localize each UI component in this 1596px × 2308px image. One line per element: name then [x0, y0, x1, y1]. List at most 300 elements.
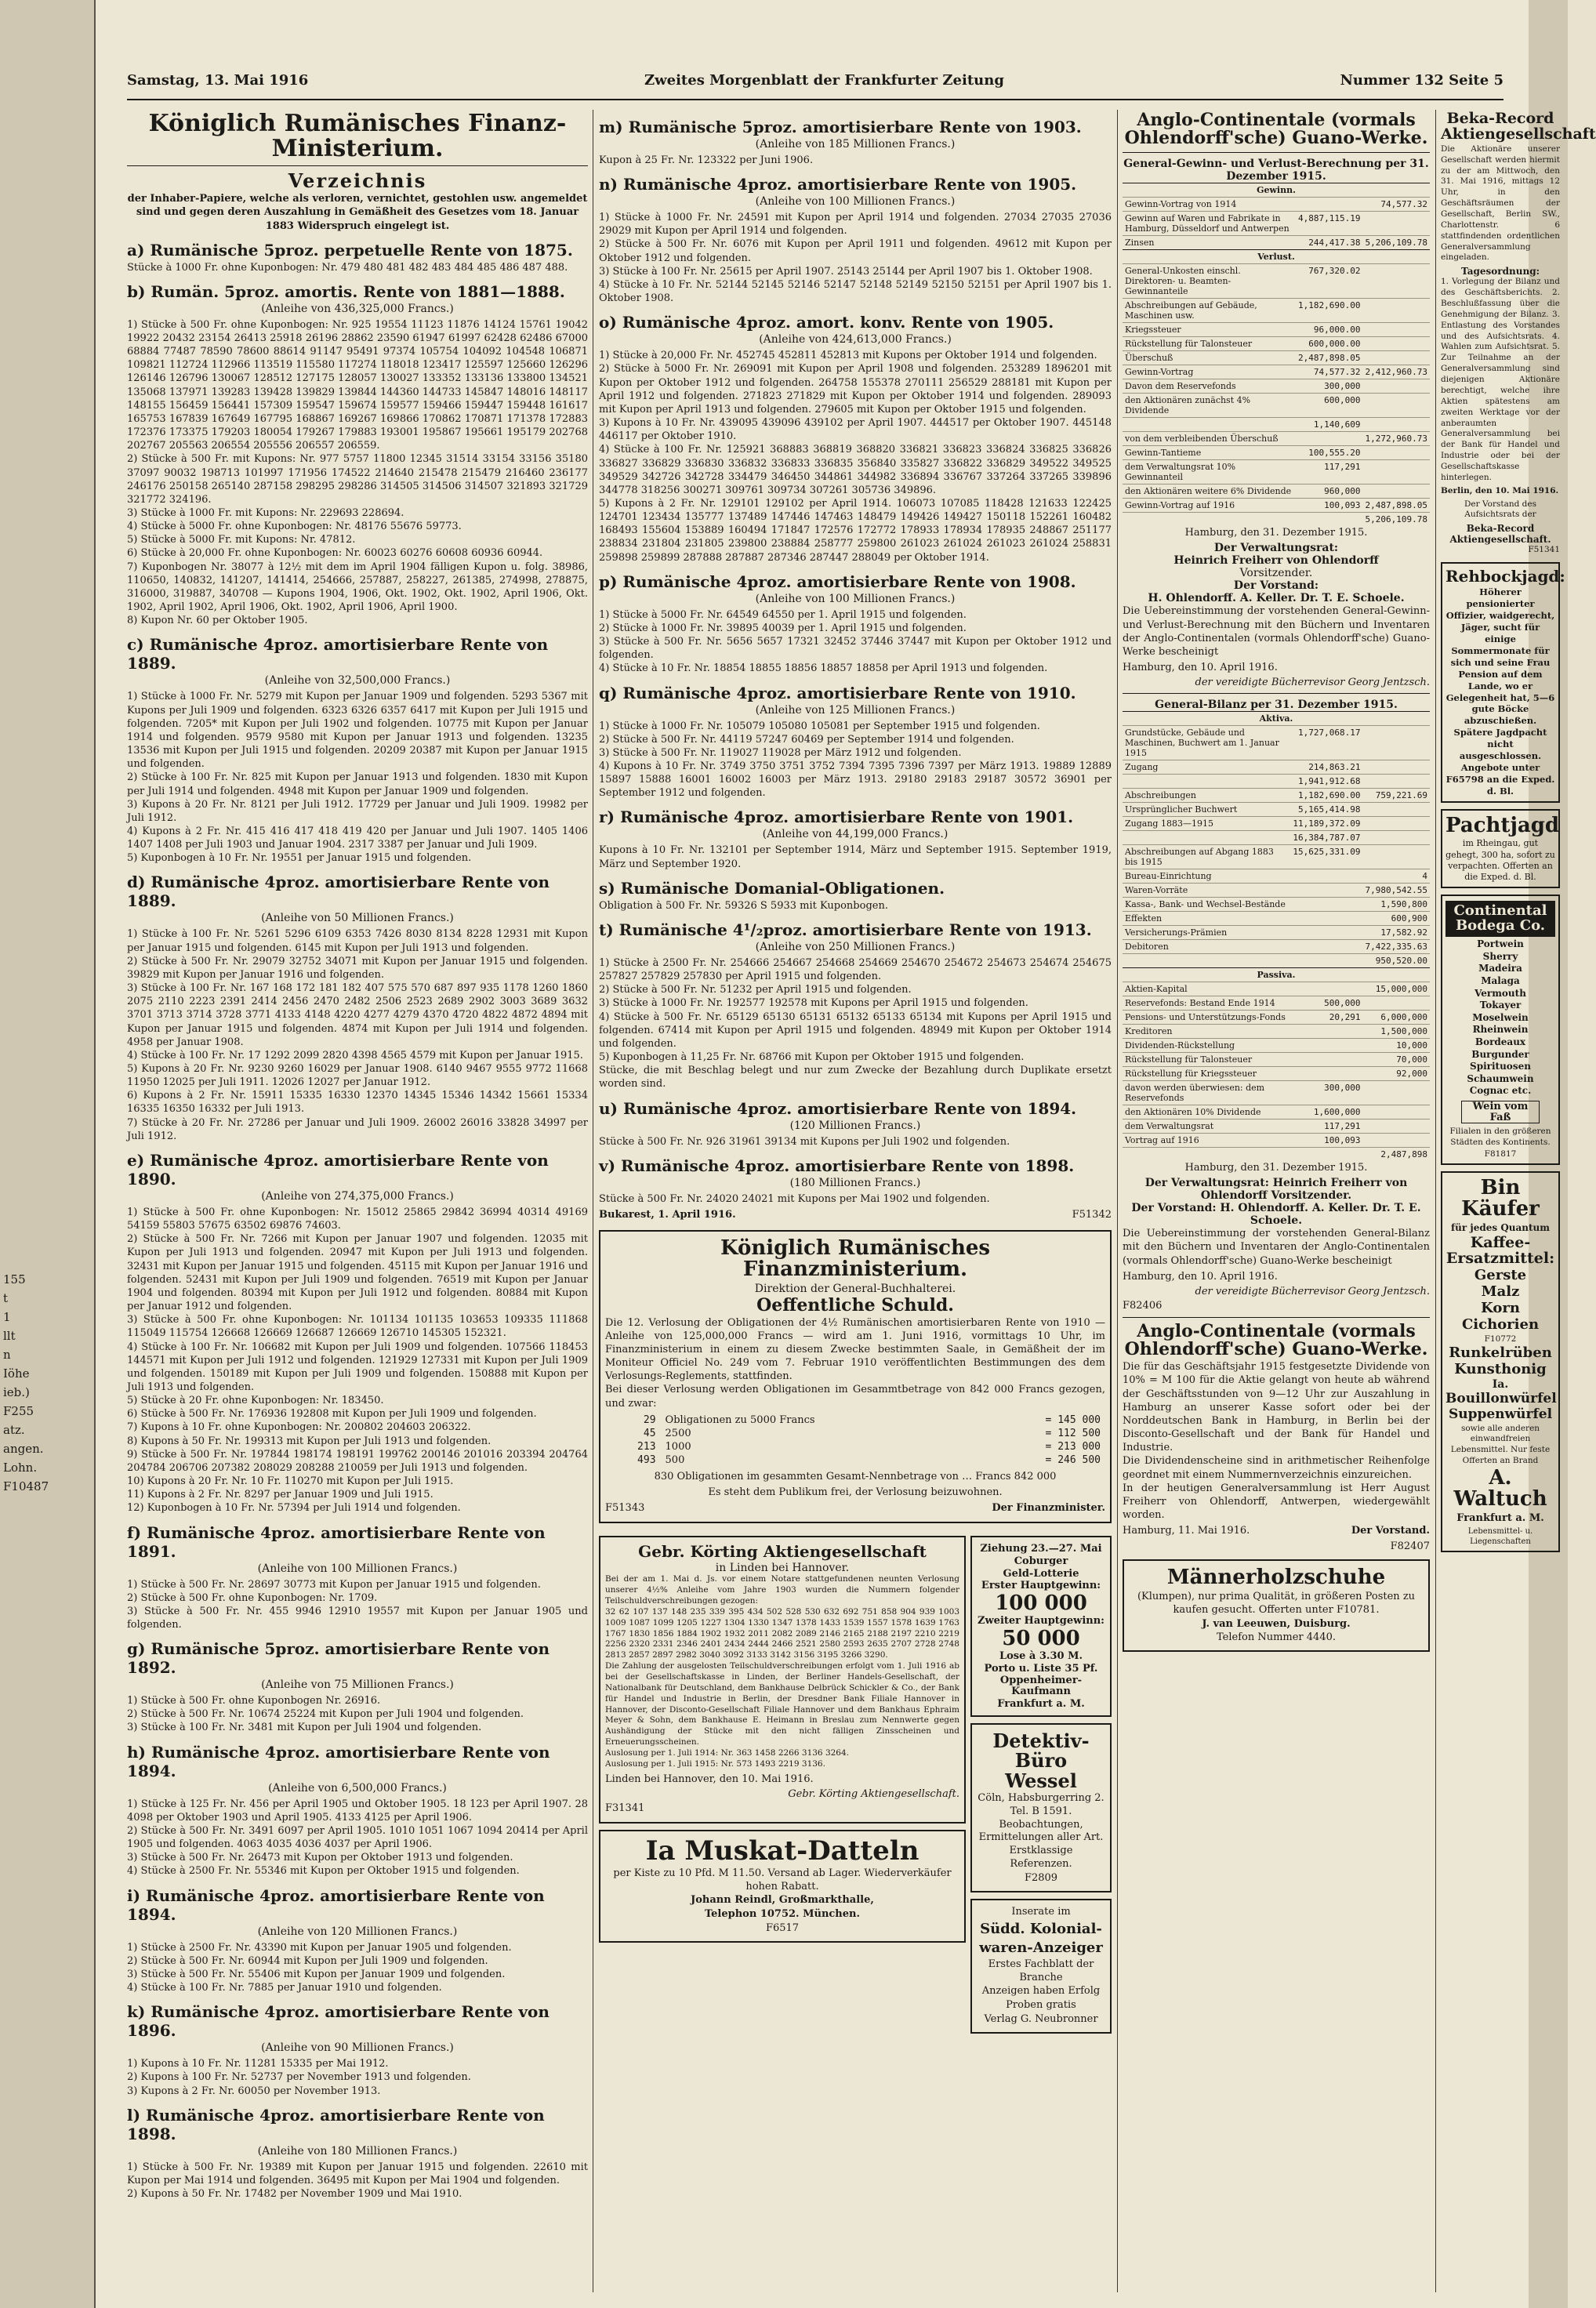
balance-row: [1123, 337, 1430, 351]
balance-row: [1123, 236, 1430, 250]
bodega-wine: Cognac etc.: [1469, 1085, 1532, 1097]
row-value: [1290, 982, 1362, 996]
row-total: 2,412,960.73: [1363, 365, 1430, 379]
row-label: Reservefonds: Bestand Ende 1914: [1123, 996, 1290, 1011]
lottery-label: 1000: [665, 1440, 691, 1453]
lottery-ad-line: Ziehung 23.—27. Mai: [980, 1543, 1102, 1555]
balance-row: [1123, 446, 1430, 460]
row-value: 1,182,690.00: [1296, 299, 1362, 323]
row-total: [1363, 212, 1430, 236]
lottery-ad-line: Erster Hauptgewinn:: [981, 1580, 1101, 1592]
waltuch-city: Frankfurt a. M.: [1456, 1511, 1544, 1524]
bouillon-title: Bouillonwürfel: [1445, 1390, 1557, 1406]
row-value: 500,000: [1290, 996, 1362, 1011]
balance-row: [1123, 323, 1430, 337]
section-heading: t) Rumänische 4¹/₂proz. amortisierbare Rente von 1913.: [599, 920, 1092, 939]
row-value: [1290, 898, 1362, 912]
section-note: (Anleihe von 250 Millionen Francs.): [755, 940, 956, 953]
section-heading: r) Rumänische 4proz. amortisierbare Rente von 1901.: [599, 807, 1074, 827]
row-total: [1363, 1134, 1430, 1148]
section-text: 1) Stücke à 500 Fr. ohne Kuponbogen: Nr. 15012 25865 29842 36994 40314 49169 54159 55803 57675 63502 69876 74603. 2) Stücke à 500 Fr. Nr. 7266 mit Kupon per Januar 1907 und folgenden. 12035 mit Kupon per Juli 1913 und folgenden. 20947 mit Kupon per Juli 1913 und folgenden. 32431 mit Kupon per Januar 1915 und folgenden. 45115 mit Kupon per Januar 1916 und folgenden. 52431 mit Kupon per Juli 1909 und folgenden. 76519 mit Kupon per Januar 1904 und folgenden. 80394 mit Kupon per Juli 1912 und folgenden. 80884 mit Kupon per Januar 1912 und folgenden. 3) Stücke à 500 Fr. ohne Kuponbogen: Nr. 101134 101135 103653 109335 111868 115049 115754 126668 126669 126687 126669 126710 145305 152321. 4) Stücke à 100 Fr. Nr. 106682 mit Kupon per Juli 1909 und folgenden. 107566 118453 144571 mit Kupon per Juli 1912 und folgenden. 121929 127331 mit Kupon per Juli 1909 und folgenden. 150189 mit Kupon per Juli 1909 und folgenden. 150888 mit Kupon per Juli 1913 und folgenden. 5) Stücke à 20 Fr. ohne Kuponbogen: Nr. 183450. 6) Stücke à 500 Fr. Nr. 176936 192808 mit Kupon per Juli 1909 und folgenden. 7) Kupons à 10 Fr. ohne Kuponbogen: Nr. 200802 204603 206322. 8) Kupons à 50 Fr. Nr. 199313 mit Kupon per Juli 1913 und folgenden. 9) Stücke à 500 Fr. Nr. 197844 198174 198191 199762 200146 201016 203394 204764 204784 206706 207382 208029 208288 210059 per Juli 1913 und folgenden. 10) Kupons à 20 Fr. Nr. 10 Fr. 110270 mit Kupon per Juli 1915. 11) Kupons à 2 Fr. Nr. 8297 per Januar 1909 und Juli 1915. 12) Kuponbogen à 10 Fr. Nr. 57394 per Juli 1914 und folgenden.: [127, 1206, 588, 1515]
lottery-amount: = 246 500: [1045, 1453, 1101, 1466]
balance-row: [1123, 1053, 1430, 1067]
list-intro: der Inhaber-Papiere, welche als verloren, vernichtet, gestohlen usw. angemeldet sind und gegen deren Auszahlung in Gemäßheit des Gesetzes vom 18. Januar 1883 Widerspruch eingelegt ist.: [127, 193, 588, 232]
row-total: [1363, 351, 1430, 365]
row-label: Davon dem Reservefonds: [1123, 379, 1296, 394]
lottery-row: [605, 1440, 1105, 1453]
row-total: [1363, 446, 1430, 460]
balance-row: [1123, 1148, 1430, 1162]
gv-title: General-Gewinn- und Verlust-Berechnung per 31. Dezember 1915.: [1123, 158, 1429, 183]
section-note: (Anleihe von 424,613,000 Francs.): [759, 333, 952, 347]
dividend-place: Hamburg, 11. Mai 1916.: [1123, 1525, 1250, 1537]
row-value: 5,165,414.98: [1290, 803, 1362, 817]
rehbock-text: Höherer pensionierter Offizier, waidgerecht, Jäger, sucht für einige Sommermonate für sich und seine Frau Pension auf dem Lande, wo er Gelegenheit hat, 5—6 gute Böcke abzuschießen. Spätere Jagdpacht nicht ausgeschlossen. Angebote unter F65798 an die Exped. d. Bl.: [1445, 586, 1555, 797]
row-label: Vortrag auf 1916: [1123, 1134, 1290, 1148]
balance-row: [1123, 460, 1430, 484]
row-value: 767,320.02: [1296, 264, 1362, 299]
row-total: [1363, 323, 1430, 337]
row-label: [1123, 954, 1290, 968]
balance-row: [1123, 1081, 1430, 1105]
company-title-2: Anglo-Continentale (vormals Ohlendorff'sche) Guano-Werke.: [1124, 1321, 1428, 1360]
gv-vorstand-label: Der Vorstand:: [1233, 579, 1319, 593]
row-label: Dividenden-Rückstellung: [1123, 1039, 1290, 1053]
rehbock-title: Rehbockjagd:: [1445, 567, 1565, 586]
section-heading: a) Rumänische 5proz. perpetuelle Rente von 1875.: [127, 240, 573, 259]
edge-fragment: angen.: [3, 1442, 44, 1456]
balance-row: [1123, 1011, 1430, 1025]
ministry-title: Königlich Rumänisches Finanz-Ministerium.: [148, 110, 567, 162]
beka-text: Die Aktionäre unserer Gesellschaft werden hiermit zu der am Mittwoch, den 31. Mai 1916, mittags 12 Uhr, in den Geschäftsräumen der Gesellschaft, Berlin SW., Charlottenstr. 6 stattfindenden ordentlichen Generalversammlung eingeladen.: [1441, 143, 1560, 263]
section-text: 1) Stücke à 1000 Fr. Nr. 24591 mit Kupon per April 1914 und folgenden. 27034 27035 27036 29029 mit Kupon per April 1914 und folgenden. 2) Stücke à 500 Fr. Nr. 6076 mit Kupon per April 1911 und folgenden. 49612 mit Kupon per Oktober 1912 und folgenden. 3) Stücke à 100 Fr. Nr. 25615 per April 1907. 25143 25144 per April 1907 bis 1. Oktober 1908. 4) Stücke à 10 Fr. Nr. 52144 52145 52146 52147 52148 52149 52150 52151 per April 1907 bis 1. Oktober 1908.: [599, 212, 1112, 305]
section-note: (Anleihe von 6,500,000 Francs.): [268, 1781, 447, 1795]
lottery-row: [605, 1453, 1105, 1467]
row-label: den Aktionären weitere 6% Dividende: [1123, 484, 1296, 499]
balance-head: Verlust.: [1123, 250, 1430, 264]
koerting-subtitle: in Linden bei Hannover.: [715, 1562, 850, 1575]
dividend-code: F82407: [1390, 1540, 1430, 1553]
bodega-badge: Wein vom Faß: [1461, 1101, 1540, 1123]
section-heading: o) Rumänische 4proz. amort. konv. Rente von 1905.: [599, 313, 1054, 332]
bodega-wine-list: [1445, 938, 1555, 1098]
balance-head-row: [1123, 712, 1430, 726]
gv-board-name: Heinrich Freiherr von Ohlendorff: [1173, 554, 1379, 568]
lottery-label: 500: [665, 1453, 685, 1466]
gv-vorstand-names: H. Ohlendorff. A. Keller. Dr. T. E. Schoele.: [1148, 592, 1405, 605]
lottery-label: 2500: [665, 1427, 691, 1439]
row-label: Versicherungs-Prämien: [1123, 926, 1290, 940]
gv-table: [1123, 183, 1430, 526]
row-total: 759,221.69: [1363, 789, 1430, 803]
balance-row: [1123, 996, 1430, 1011]
section-note: (Anleihe von 185 Millionen Francs.): [755, 138, 956, 151]
column-3: [1123, 110, 1430, 2292]
balance-row: [1123, 1120, 1430, 1134]
section-heading: g) Rumänische 5proz. amortisierbare Rente von 1892.: [127, 1639, 550, 1678]
row-value: 214,863.21: [1290, 760, 1362, 775]
row-total: 15,000,000: [1363, 982, 1430, 996]
row-total: [1363, 379, 1430, 394]
row-total: [1363, 394, 1430, 418]
section-note: (Anleihe von 436,325,000 Francs.): [261, 302, 454, 315]
balance-row: [1123, 212, 1430, 236]
row-total: [1363, 1120, 1430, 1134]
row-label: [1123, 513, 1296, 527]
section-text: 1) Stücke à 500 Fr. ohne Kuponbogen: Nr. 925 19554 11123 11876 14124 15761 19042 19922 20432 23154 26413 25918 26196 28862 23590 61947 61997 62428 62486 67000 68884 77487 78590 78600 88614 91147 95491 97374 105754 104092 104548 106871 109821 112724 112966 113519 115580 117274 118018 123417 125597 125660 126296 126146 126796 130067 128512 127175 128057 130027 133352 133136 133800 134521 135068 137971 139283 139428 139829 139844 144360 144733 145847 148016 148117 148155 156459 156441 157309 159547 159674 159577 159466 159447 159448 161617 165753 167839 167649 167795 168867 169267 169866 170862 170871 171378 172883 172376 173375 179203 180054 179267 179883 193001 195867 195661 195179 202768 202767 205563 206554 205556 206557 206559. 2) Stücke à 500 Fr. mit Kupons: Nr. 977 5757 11800 12345 31514 33154 33156 35180 37097 90032 198713 101997 171956 174522 214640 215478 215479 216460 236177 246176 250158 265140 287158 298295 298286 314505 314506 314507 321893 321729 321772 324196. 3) Stücke à 1000 Fr. mit Kupons: Nr. 229693 228694. 4) Stücke à 5000 Fr. ohne Kuponbogen: Nr. 48176 55676 59773. 5) Stücke à 5000 Fr. mit Kupons: Nr. 47812. 6) Stücke à 20,000 Fr. ohne Kuponbogen: Nr. 60023 60276 60608 60936 60944. 7) Kuponbogen Nr. 38077 à 12½ mit dem im April 1904 fälligen Kupon u. folg. 38986, 110650, 140832, 141207, 141414, 254666, 257887, 258227, 261385, 274998, 278875, 316000, 319887, 340708 — Kupons 1904, 1906, Okt. 1902, Okt. 1902, April 1906, Okt. 1902, April 1902, April 1906, Okt. 1902, April 1906, April 1900. 8) Kupon Nr. 60 per Oktober 1905.: [127, 318, 588, 627]
lottery-ad-line: Geld-Lotterie: [1003, 1567, 1079, 1580]
section-heading: i) Rumänische 4proz. amortisierbare Rente von 1894.: [127, 1885, 545, 1924]
header-page-number: Nummer 132 Seite 5: [1340, 72, 1504, 89]
balance-row: [1123, 845, 1430, 869]
row-label: Debitoren: [1123, 940, 1290, 954]
edge-fragment: 155: [3, 1272, 26, 1286]
section-note: (Anleihe von 75 Millionen Francs.): [261, 1678, 454, 1692]
balance-head-row: [1123, 968, 1430, 982]
kolonial-ad-line: Inserate im: [1011, 1906, 1071, 1918]
section-note: (Anleihe von 90 Millionen Francs.): [261, 2041, 454, 2055]
section-note: (Anleihe von 100 Millionen Francs.): [755, 195, 956, 209]
row-value: 11,189,372.09: [1290, 817, 1362, 831]
balance-row: [1123, 1039, 1430, 1053]
row-total: 5,206,109.78: [1363, 236, 1430, 250]
dividend-signature: Der Vorstand.: [1351, 1525, 1430, 1537]
row-value: 117,291: [1290, 1120, 1362, 1134]
balance-row: [1123, 726, 1430, 760]
row-label: [1123, 831, 1290, 845]
section-heading: l) Rumänische 4proz. amortisierbare Rente von 1898.: [127, 2105, 545, 2143]
lottery-amount: = 213 000: [1045, 1440, 1101, 1453]
row-value: [1290, 926, 1362, 940]
row-value: 960,000: [1296, 484, 1362, 499]
kolonial-ad-line: Anzeigen haben Erfolg: [981, 1985, 1101, 1998]
row-value: [1290, 1025, 1362, 1039]
balance-table: [1123, 711, 1430, 1161]
row-value: 1,727,068.17: [1290, 726, 1362, 760]
left-page-edge: [0, 0, 96, 2308]
row-value: 16,384,787.07: [1290, 831, 1362, 845]
row-label: den Aktionären 10% Dividende: [1123, 1105, 1290, 1120]
section-text: 1) Stücke à 100 Fr. Nr. 5261 5296 6109 6353 7426 8030 8134 8228 12931 mit Kupon per Januar 1915 und folgenden. 6145 mit Kupon per Juli 1913 und folgenden. 2) Stücke à 500 Fr. Nr. 29079 32752 34071 mit Kupon per Januar 1915 und folgenden. 39829 mit Kupon per Januar 1916 und folgenden. 3) Stücke à 100 Fr. Nr. 167 168 172 181 182 407 575 570 687 897 935 1178 1260 1860 2075 2110 2223 2391 2414 2456 2470 2482 2506 2523 2689 2902 3003 3689 3632 3701 3713 3714 3728 3771 4133 4148 4220 4277 4279 4370 4720 4822 4872 4894 mit Kupon per Januar 1915 und folgenden. 4874 mit Kupon per Juli 1914 und folgenden. 4958 per Januar 1908. 4) Stücke à 100 Fr. Nr. 17 1292 2099 2820 4398 4565 4579 mit Kupon per Januar 1915. 5) Kupons à 20 Fr. Nr. 9230 9260 16029 per Januar 1908. 6140 9467 9555 9772 11668 11950 12025 per Juli 1911. 12026 12027 per Januar 1912. 6) Kupons à 2 Fr. Nr. 15911 15335 16330 12370 14345 15346 14342 15661 15334 16335 16350 16332 per Juli 1913. 7) Stücke à 20 Fr. Nr. 27286 per Januar und Juli 1909. 26002 26016 33828 34997 per Juli 1912.: [127, 928, 588, 1142]
kunsthonig-title: Kunsthonig: [1454, 1361, 1547, 1378]
gv-auditor: der vereidigte Bücherrevisor Georg Jentzsch.: [1195, 677, 1430, 689]
section-text: 1) Stücke à 500 Fr. Nr. 19389 mit Kupon per Januar 1915 und folgenden. 22610 mit Kupon per Mai 1914 und folgenden. 36495 mit Kupon per Mai 1904 und folgenden. 2) Kupons à 50 Fr. Nr. 17482 per November 1909 und Mai 1910.: [127, 2161, 588, 2200]
row-value: 15,625,331.09: [1290, 845, 1362, 869]
koerting-title: Gebr. Körting Aktiengesellschaft: [638, 1542, 927, 1562]
bodega-wine: Schaumwein: [1467, 1072, 1534, 1084]
lottery-count: 29: [643, 1413, 656, 1426]
balance-row: [1123, 926, 1430, 940]
section-text: 1) Stücke à 2500 Fr. Nr. 43390 mit Kupon per Januar 1905 und folgenden. 2) Stücke à 500 Fr. Nr. 60944 mit Kupon per Juli 1909 und folgenden. 3) Stücke à 500 Fr. Nr. 55406 mit Kupon per Januar 1909 und folgenden. 4) Stücke à 100 Fr. Nr. 7885 per Januar 1910 und folgenden.: [127, 1941, 512, 1994]
balance-head: Passiva.: [1123, 968, 1430, 982]
beka-board: Der Vorstand des Aufsichtsrats der: [1464, 499, 1536, 520]
balance-row: [1123, 484, 1430, 499]
row-value: [1296, 513, 1362, 527]
waltuch-text: sowie alle anderen einwandfreien Lebensmittel. Nur feste Offerten an Brand: [1450, 1423, 1551, 1465]
pachtjagd-ad: [1441, 809, 1560, 888]
holzschuhe-ad: [1123, 1559, 1430, 1652]
gv-place: Hamburg, den 31. Dezember 1915.: [1184, 527, 1368, 539]
section-text: 1) Stücke à 125 Fr. Nr. 456 per April 1905 und Oktober 1905. 18 123 per April 1907. 28 4098 per Oktober 1903 und April 1905. 4133 4125 per April 1906. 2) Stücke à 500 Fr. Nr. 3491 6097 per April 1905. 1010 1051 1067 1094 20414 per April 1905 und folgenden. 4063 4035 4036 4037 per April 1906. 3) Stücke à 500 Fr. Nr. 26473 mit Kupon per Oktober 1913 und folgenden. 4) Stücke à 2500 Fr. Nr. 55346 mit Kupon per Oktober 1915 und folgenden.: [127, 1798, 588, 1878]
bodega-wine: Moselwein: [1472, 1011, 1529, 1023]
bond-sections: [127, 241, 588, 2201]
balance-row: [1123, 365, 1430, 379]
row-label: Effekten: [1123, 912, 1290, 926]
row-label: Gewinn-Vortrag auf 1916: [1123, 499, 1296, 513]
edge-fragment: ieb.): [3, 1385, 30, 1399]
section-heading: m) Rumänische 5proz. amortisierbare Rente von 1903.: [599, 118, 1082, 136]
row-total: 70,000: [1363, 1053, 1430, 1067]
row-value: 1,941,912.68: [1290, 775, 1362, 789]
row-total: [1363, 760, 1430, 775]
balance-title: General-Bilanz per 31. Dezember 1915.: [1155, 699, 1398, 712]
balance-row: [1123, 884, 1430, 898]
kolonial-ad-line: Proben gratis: [1006, 1999, 1076, 2012]
row-value: 1,140,609: [1296, 418, 1362, 432]
balance-row: [1123, 760, 1430, 775]
bodega-ad: [1441, 895, 1560, 1165]
section-heading: p) Rumänische 4proz. amortisierbare Rente von 1908.: [599, 572, 1076, 591]
lottery-ad-line: Porto u. Liste 35 Pf.: [984, 1662, 1098, 1675]
section-heading: d) Rumänische 4proz. amortisierbare Rente von 1889.: [127, 873, 550, 911]
row-label: von dem verbleibenden Überschuß: [1123, 432, 1296, 446]
bodega-text: Filialen in den größeren Städten des Kontinents.: [1449, 1127, 1551, 1147]
muskat-ad: [599, 1830, 966, 1943]
bal-code: F82406: [1123, 1299, 1163, 1312]
bodega-wine: Madeira: [1478, 963, 1522, 974]
row-total: [1363, 803, 1430, 817]
row-label: Pensions- und Unterstützungs-Fonds: [1123, 1011, 1290, 1025]
section-note: (Anleihe von 100 Millionen Francs.): [755, 592, 956, 605]
row-total: 10,000: [1363, 1039, 1430, 1053]
section-note: (Anleihe von 44,199,000 Francs.): [762, 828, 949, 841]
section-note: (Anleihe von 274,375,000 Francs.): [261, 1189, 454, 1203]
row-total: 92,000: [1363, 1067, 1430, 1081]
row-value: 300,000: [1290, 1081, 1362, 1105]
section-heading: k) Rumänische 4proz. amortisierbare Rente von 1896.: [127, 2002, 550, 2041]
gv-audit-place: Hamburg, den 10. April 1916.: [1123, 661, 1278, 673]
balance-row: [1123, 394, 1430, 418]
bodega-wine: Portwein: [1477, 938, 1524, 950]
row-value: 1,600,000: [1290, 1105, 1362, 1120]
row-label: [1123, 418, 1296, 432]
section-text: Kupon à 25 Fr. Nr. 123322 per Juni 1906.: [599, 154, 814, 166]
row-total: 600,900: [1363, 912, 1430, 926]
row-total: [1363, 299, 1430, 323]
balance-row: [1123, 513, 1430, 527]
waltuch-name: A. Waltuch: [1453, 1466, 1547, 1511]
bodega-wine: Sherry: [1482, 950, 1518, 962]
pachtjagd-text: im Rheingau, gut gehegt, 300 ha, sofort zu verpachten. Offerten an die Exped. d. Bl.: [1445, 838, 1555, 883]
row-label: Abschreibungen auf Abgang 1883 bis 1915: [1123, 845, 1290, 869]
lottery-ad-line: Frankfurt a. M.: [997, 1697, 1085, 1710]
row-total: 1,272,960.73: [1363, 432, 1430, 446]
gv-board-role: Vorsitzender.: [1239, 567, 1313, 580]
dividend-text: Die für das Geschäftsjahr 1915 festgesetzte Dividende von 10% = M 100 für die Aktie gelangt von heute ab während der Geschäftsstunden von 9—12 Uhr zur Auszahlung in Hamburg an unserer Kasse sofort oder bei der Norddeutschen Bank in Hamburg, in Berlin bei der Disconto-Gesellschaft und der Bank für Handel und Industrie. Die Dividendenscheine sind in arithmetischer Reihenfolge geordnet mit einem Nummernverzeichnis einzureichen. In der heutigen Generalversammlung ist Herr August Freiherr von Ohlendorff, Antwerpen, wiedergewählt worden.: [1123, 1361, 1430, 1521]
row-value: [1290, 1067, 1362, 1081]
koerting-signature: Gebr. Körting Aktiengesellschaft.: [788, 1787, 959, 1800]
section-text: 1) Kupons à 10 Fr. Nr. 11281 15335 per Mai 1912. 2) Kupons à 100 Fr. Nr. 52737 per November 1913 und folgenden. 3) Kupons à 2 Fr. Nr. 60050 per November 1913.: [127, 2058, 471, 2097]
lottery-label: Obligationen zu 5000 Francs: [665, 1413, 815, 1426]
kaffee-item: Gerste: [1474, 1267, 1527, 1284]
balance-row: [1123, 264, 1430, 299]
balance-row: [1123, 499, 1430, 513]
row-total: 950,520.00: [1363, 954, 1430, 968]
muskat-text: per Kiste zu 10 Pfd. M 11.50. Versand ab Lager. Wiederverkäufer hohen Rabatt.: [613, 1867, 952, 1892]
row-value: 2,487,898.05: [1296, 351, 1362, 365]
bal-board: Der Verwaltungsrat: Heinrich Freiherr von Ohlendorff Vorsitzender.: [1144, 1177, 1408, 1203]
finanz-code: F51343: [605, 1502, 645, 1515]
left-edge-fragments: [3, 1270, 88, 1496]
row-label: Gewinn-Vortrag: [1123, 365, 1296, 379]
section-text: Obligation à 500 Fr. Nr. 59326 S 5933 mit Kuponbogen.: [599, 899, 888, 912]
bal-audit-place: Hamburg, den 10. April 1916.: [1123, 1270, 1278, 1283]
row-total: 1,500,000: [1363, 1025, 1430, 1039]
row-total: [1363, 726, 1430, 760]
row-value: [1296, 198, 1362, 212]
row-total: 74,577.32: [1363, 198, 1430, 212]
holzschuhe-title: Männerholzschuhe: [1166, 1566, 1386, 1590]
row-value: [1290, 912, 1362, 926]
lottery-table: [605, 1413, 1105, 1467]
edge-fragment: 1: [3, 1310, 11, 1324]
row-value: 96,000.00: [1296, 323, 1362, 337]
balance-row: [1123, 1025, 1430, 1039]
bond-sections: [599, 118, 1112, 1206]
row-value: 100,093: [1290, 1134, 1362, 1148]
balance-row: [1123, 351, 1430, 365]
section-heading: b) Rumän. 5proz. amortis. Rente von 1881—1888.: [127, 281, 565, 301]
lottery-ad-line: 100 000: [995, 1591, 1087, 1615]
balance-row: [1123, 912, 1430, 926]
koerting-body: Bei der am 1. Mai d. Js. vor einem Notare stattgefundenen neunten Verlosung unserer 4½% Anleihe vom Jahre 1903 wurden die Nummern folgender Teilschuldverschreibungen gezogen: 32 62 107 137 148 235 339 395 434 502 528 530 632 692 751 858 904 939 1003 1009 1087 1099 1205 1227 1304 1330 1347 1378 1433 1539 1557 1578 1639 1763 1767 1830 1856 1884 1902 1932 2011 2082 2089 2146 2165 2188 2197 2210 2219 2256 2320 2331 2346 2401 2434 2444 2466 2521 2580 2593 2635 2707 2728 2748 2813 2857 2897 2982 3040 3092 3133 3142 3156 3195 3266 3290. Die Zahlung der ausgelosten Teilschuldverschreibungen erfolgt vom 1. Juli 1916 ab bei der Gesellschaftskasse in Linden, der Berliner Handels-Gesellschaft, der Nationalbank für Deutschland, dem Bankhause Delbrück Schickler & Co., der Bank für Handel und Industrie in Berlin, der Dresdner Bank Filiale Hannover in Hannover, der Disconto-Gesellschaft Filiale Hannover und dem Bankhaus Ephraim Meyer & Sohn, dem Bankhause E. Heimann in Breslau zum Nennwerte gegen Aushändigung der Stücke mit den nicht fälligen Zinsscheinen und Erneuerungsscheinen. Auslosung per 1. Juli 1914: Nr. 363 1458 2266 3136 3264. Auslosung per 1. Juli 1915: Nr. 573 1493 2219 3136.: [605, 1574, 959, 1769]
lottery-count: 213: [637, 1440, 656, 1453]
bodega-wine: Malaga: [1481, 975, 1520, 987]
kolonial-ad: [970, 1899, 1112, 2034]
bodega-wine: Tokayer: [1479, 1000, 1522, 1011]
row-label: Gewinn-Tantieme: [1123, 446, 1296, 460]
row-value: [1290, 884, 1362, 898]
lottery-ad-line: Oppenheimer-Kaufmann: [999, 1675, 1083, 1697]
balance-head-row: [1123, 250, 1430, 264]
muskat-code: F6517: [765, 1922, 800, 1935]
section-text: 1) Stücke à 1000 Fr. Nr. 5279 mit Kupon per Januar 1909 und folgenden. 5293 5367 mit Kupons per Juli 1909 und folgenden. 6323 6326 6357 6417 mit Kupon per Juli 1915 und folgenden. 7205* mit Kupon per Juli 1902 und folgenden. 10775 mit Kupon per Januar 1914 und folgenden. 9579 9580 mit Kupon per Januar 1913 und folgenden. 13235 13536 mit Kupon per Juli 1915 und folgenden. 20209 20387 mit Kupon per Januar 1915 und folgenden. 2) Stücke à 100 Fr. Nr. 825 mit Kupon per Januar 1913 und folgenden. 1830 mit Kupon per Juli 1914 und folgenden. 4948 mit Kupon per Januar 1909 und folgenden. 3) Kupons à 20 Fr. Nr. 8121 per Juli 1912. 17729 per Januar und Juli 1909. 19982 per Juli 1912. 4) Kupons à 2 Fr. Nr. 415 416 417 418 419 420 per Januar und Juli 1907. 1405 1406 1407 1408 per Juli 1903 und Januar 1904. 2317 3387 per Januar und Juli 1909. 5) Kuponbogen à 10 Fr. Nr. 19551 per Januar 1915 und folgenden.: [127, 691, 588, 865]
balance-head: Aktiva.: [1123, 712, 1430, 726]
row-total: [1363, 845, 1430, 869]
row-total: [1363, 831, 1430, 845]
row-total: 5,206,109.78: [1363, 513, 1430, 527]
suppen-title: Suppenwürfel: [1448, 1406, 1553, 1422]
lottery-ad-line: 50 000: [1002, 1626, 1080, 1650]
balance-row: [1123, 1067, 1430, 1081]
balance-row: [1123, 418, 1430, 432]
row-total: 1,590,800: [1363, 898, 1430, 912]
section-text: Kupons à 10 Fr. Nr. 132101 per September 1914, März und September 1915. September 1919, März und September 1920.: [599, 844, 1112, 870]
section-heading: q) Rumänische 4proz. amortisierbare Rente von 1910.: [599, 683, 1076, 702]
beka-agenda: 1. Vorlegung der Bilanz und des Geschäftsberichts. 2. Beschlußfassung über die Genehmigung der Bilanz. 3. Entlastung des Vorstandes und des Aufsichtsrats. 4. Wahlen zum Aufsichtsrat. 5. Zur Teilnahme an der Generalversammlung sind diejenigen Aktionäre berechtigt, welche ihre Aktien spätestens am zweiten Werktage vor der anberaumten Generalversammlung bei der Bank für Handel und Industrie oder bei der Gesellschaftskasse hinterlegen.: [1441, 277, 1560, 482]
row-label: Gewinn auf Waren und Fabrikate in Hamburg, Düsseldorf und Antwerpen: [1123, 212, 1296, 236]
lottery-ad-line: Coburger: [1014, 1555, 1068, 1567]
balance-head: Gewinn.: [1123, 183, 1430, 198]
finanz-title: Königlich Rumänisches Finanzministerium.: [720, 1236, 991, 1282]
balance-row: [1123, 1134, 1430, 1148]
row-label: davon werden überwiesen: dem Reservefonds: [1123, 1081, 1290, 1105]
detektiv-code: F2809: [1024, 1872, 1058, 1885]
column-2: [599, 110, 1112, 2292]
finanz-closing: Es steht dem Publikum frei, der Verlosung beizuwohnen.: [708, 1486, 1003, 1498]
section-note: (Anleihe von 32,500,000 Francs.): [264, 674, 451, 688]
row-total: [1363, 1081, 1430, 1105]
lottery-amount: = 145 000: [1045, 1413, 1101, 1426]
column-rule: [1117, 110, 1118, 2292]
section-note: (Anleihe von 50 Millionen Francs.): [261, 912, 454, 925]
section-note: (180 Millionen Francs.): [789, 1176, 921, 1189]
row-label: Abschreibungen auf Gebäude, Maschinen usw.: [1123, 299, 1296, 323]
pachtjagd-title: Pachtjagd: [1445, 813, 1560, 837]
bodega-wine: Vermouth: [1474, 987, 1526, 999]
row-label: [1123, 775, 1290, 789]
row-label: Kreditoren: [1123, 1025, 1290, 1039]
section-heading: s) Rumänische Domanial-Obligationen.: [599, 878, 945, 898]
lottery-row: [605, 1413, 1105, 1427]
row-value: 600,000.00: [1296, 337, 1362, 351]
balance-row: [1123, 299, 1430, 323]
row-value: 1,182,690.00: [1290, 789, 1362, 803]
kaffee-title: Kaffee-Ersatzmittel:: [1445, 1234, 1555, 1268]
finanz-total: 830 Obligationen im gesammten Gesamt-Nennbetrage von … Francs 842 000: [654, 1470, 1057, 1482]
kolonial-ad-line: Verlag G. Neubronner: [984, 2013, 1098, 2026]
koerting-notice: [599, 1536, 966, 1824]
row-value: [1290, 954, 1362, 968]
row-value: 20,291: [1290, 1011, 1362, 1025]
finanz-subtitle: Direktion der General-Buchhalterei.: [754, 1282, 956, 1295]
row-value: 100,093: [1296, 499, 1362, 513]
row-label: Rückstellung für Talonsteuer: [1123, 337, 1296, 351]
company-title: Anglo-Continentale (vormals Ohlendorff'sche) Guano-Werke.: [1124, 110, 1428, 149]
balance-row: [1123, 789, 1430, 803]
balance-row: [1123, 940, 1430, 954]
kolonial-ad-line: Erstes Fachblatt der Branche: [988, 1958, 1094, 1983]
kolonial-ad-line: waren-Anzeiger: [979, 1940, 1103, 1957]
row-label: Zinsen: [1123, 236, 1296, 250]
bal-auditor: der vereidigte Bücherrevisor Georg Jentzsch.: [1195, 1285, 1430, 1297]
section-text: 1) Stücke à 1000 Fr. Nr. 105079 105080 105081 per September 1915 und folgenden. 2) Stücke à 500 Fr. Nr. 44119 57247 60469 per September 1914 und folgenden. 3) Stücke à 500 Fr. Nr. 119027 119028 per März 1912 und folgenden. 4) Kupons à 10 Fr. Nr. 3749 3750 3751 3752 7394 7395 7396 7397 per März 1913. 19889 12889 15897 15888 16001 16002 16003 per März 1913. 29180 29183 29187 30572 36901 per September 1912 und folgenden.: [599, 720, 1112, 800]
kaffee-item: Korn: [1481, 1300, 1520, 1316]
section-heading: e) Rumänische 4proz. amortisierbare Rente von 1890.: [127, 1150, 549, 1188]
section-heading: v) Rumänische 4proz. amortisierbare Rente von 1898.: [599, 1156, 1075, 1175]
row-label: Zugang 1883—1915: [1123, 817, 1290, 831]
section-heading: f) Rumänische 4proz. amortisierbare Rente von 1891.: [127, 1522, 546, 1561]
lottery-ad-line: Lose à 3.30 M.: [999, 1650, 1083, 1663]
dateline-code: F51342: [1072, 1208, 1112, 1221]
section-text: Stücke à 500 Fr. Nr. 24020 24021 mit Kupons per Mai 1902 und folgenden.: [599, 1192, 990, 1205]
balance-row: [1123, 198, 1430, 212]
row-label: Überschuß: [1123, 351, 1296, 365]
ia-label: Ia.: [1492, 1378, 1509, 1392]
gv-board-label: Der Verwaltungsrat:: [1213, 542, 1339, 555]
bodega-wine: Burgunder: [1471, 1048, 1529, 1060]
holzschuhe-tel: Telefon Nummer 4440.: [1216, 1631, 1336, 1644]
row-value: 74,577.32: [1296, 365, 1362, 379]
row-total: 2,487,898: [1363, 1148, 1430, 1162]
lottery-count: 493: [637, 1453, 656, 1466]
bal-audit: Die Uebereinstimmung der vorstehenden General-Bilanz mit den Büchern und Inventaren der Anglo-Continentalen (vormals Ohlendorff'sche) Guano-Werke bescheinigt: [1123, 1228, 1430, 1267]
edge-fragment: atz.: [3, 1423, 25, 1437]
list-subtitle: Verzeichnis: [288, 169, 427, 192]
row-label: Kriegssteuer: [1123, 323, 1296, 337]
detektiv-ad: [970, 1723, 1112, 1892]
kaffee-items: [1445, 1268, 1555, 1333]
